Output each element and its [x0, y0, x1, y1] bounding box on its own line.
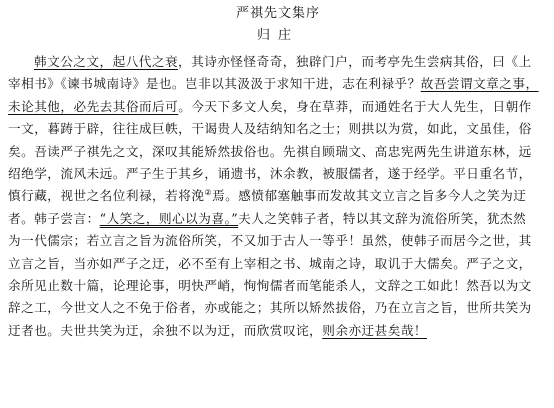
text-segment: 绍绝学，流风未远。严子生于其乡，诵遗书，沐余教，被服儒者，遂于经学。平日重名节，: [8, 165, 532, 181]
underlined-phrase: 故吾尝谓文章之事，: [420, 76, 539, 92]
text-line: [8, 230, 548, 252]
text-line: [8, 51, 548, 73]
essay-author: 归庄: [256, 28, 299, 43]
underlined-phrase: “人笑之，则心以为喜。”: [99, 210, 239, 226]
text-segment: 。今天下多文人矣，身在草莽，而通姓名于大人先生，日朝作: [178, 98, 532, 114]
text-segment: 辞之工，今世文人之不免于俗者，亦或能之；其所以矫然拔俗，乃在立言之旨，世所共笑为: [8, 300, 532, 316]
text-line: [8, 208, 548, 230]
text-line: [8, 163, 548, 185]
text-line: [8, 96, 548, 118]
underlined-phrase: 未论其他，必先去其俗而后可: [8, 98, 179, 114]
text-segment: 慎行藏，视世之名位利禄，若将浼: [8, 188, 205, 204]
text-segment: 为一代儒宗；若立言之旨为流俗所笑，不又加于古人一等乎！虽然，使韩子而居今之世，其: [8, 233, 532, 249]
text-segment: 焉。感愤郁塞触事而发故其文立言之旨多今人之笑为迂: [212, 188, 527, 204]
text-line: [8, 275, 548, 297]
text-segment: 一文，暮踌于辟，往往成巨帙，干谒贵人及结纳知名之士；则拱以为赏，如此，文虽佳，俗: [8, 121, 532, 137]
essay-title: 严祺先文集序: [235, 6, 320, 21]
text-line: [8, 253, 548, 275]
text-segment: 矣。吾读严子祺先之文，深叹其能矫然拔俗也。先祺自顾瑞文、高忠宪两先生讲道东林，远: [8, 143, 532, 159]
text-segment: 迂者也。夫世共笑为迂，余独不以为迂，而欣赏叹诧，: [8, 322, 323, 338]
text-line: [8, 185, 548, 207]
essay-body: [8, 51, 548, 342]
text-line: [8, 320, 548, 342]
underlined-phrase: 韩文公之文，起八代之衰: [34, 54, 179, 69]
underlined-phrase: 则余亦迂甚矣哉！: [322, 322, 427, 338]
text-segment: 夫人之笑韩子者，特以其文辞为流俗所笑，犹杰然: [238, 210, 527, 226]
text-segment: ，其诗亦怪怪奇奇，独辟门户，而考亭先生尝病其俗，曰《上: [178, 54, 532, 69]
text-segment: 余所见止数十篇，论理论事，明快严峭，恂恂儒者而笔能杀人，文辞之工如此！然吾以为文: [8, 277, 532, 293]
text-segment: 者。韩子尝言：: [8, 210, 100, 226]
text-line: [8, 141, 548, 163]
text-line: [8, 297, 548, 319]
footnote-marker: ②: [204, 188, 213, 198]
text-line: [8, 73, 548, 95]
text-segment: 立言之旨，当亦如严子之迂，必不至有上宰相之书、城南之诗，取讥于大儒矣。严子之文，: [8, 255, 532, 271]
text-segment: 宰相书》《谏书城南诗》是也。岂非以其汲汲于求知干进，志在利禄乎？: [8, 76, 421, 92]
text-line: [8, 118, 548, 140]
